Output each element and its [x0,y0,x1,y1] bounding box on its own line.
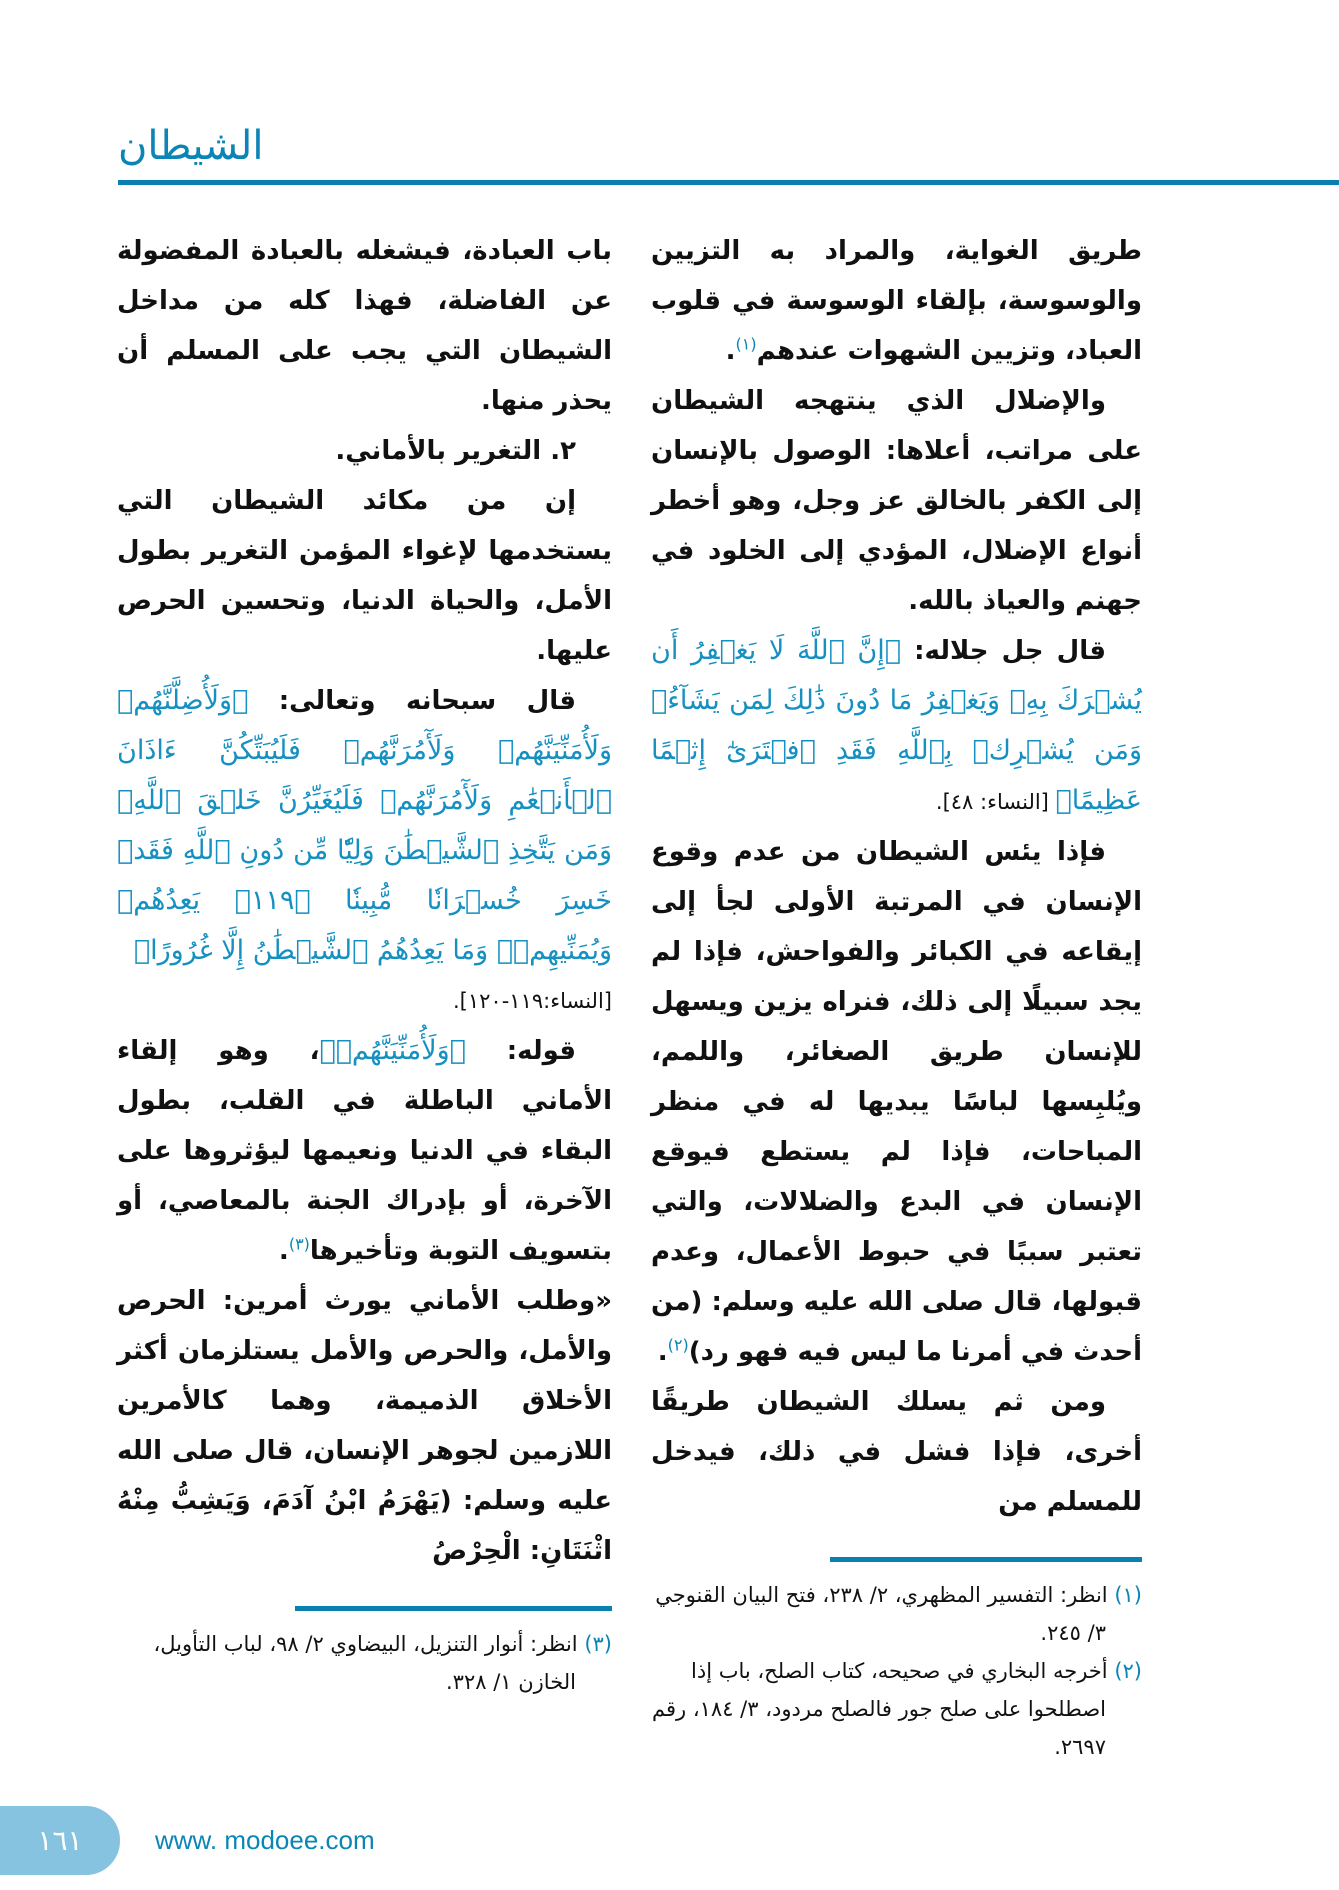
footnote-number: (٢) [1114,1659,1142,1683]
paragraph [651,827,1142,1377]
quran-verse: ﴿وَلَأُضِلَّنَّهُمۡ وَلَأُمَنِّيَنَّهُمۡ وَلَأٓمُرَنَّهُمۡ فَلَيُبَتِّكُنَّ ءَاذَانَ ٱلۡأَنۡعَٰمِ وَلَأٓمُرَنَّهُمۡ فَلَيُغَيِّرُنَّ خَلۡقَ ٱللَّهِۚ وَمَن يَتَّخِذِ ٱلشَّيۡطَٰنَ وَلِيّٗا مِّن دُونِ ٱللَّهِ فَقَدۡ خَسِرَ خُسۡرَانٗا مُّبِينٗا ﴿١١٩﴾ يَعِدُهُمۡ وَيُمَنِّيهِمۡۖ وَمَا يَعِدُهُمُ ٱلشَّيۡطَٰنُ إِلَّا غُرُورًا﴾ [117,685,612,966]
footnote-1 [651,1576,1142,1652]
right-column [651,226,1142,1527]
verse-reference: [النساء:١١٩-١٢٠]. [453,989,612,1013]
footnote-divider [830,1557,1142,1562]
paragraph: باب العبادة، فيشغله بالعبادة المفضولة عن الفاضلة، فهذا كله من مداخل الشيطان التي يجب على المسلم أن يحذر منها. [117,236,612,416]
paragraph-text: قوله: [465,1036,576,1066]
footnotes-left [117,1625,612,1701]
paragraph [651,226,1142,376]
paragraph-text: . [657,1337,668,1367]
page-number-badge: ١٦١ [0,1806,120,1875]
quran-verse: ﴿إِنَّ ٱللَّهَ لَا يَغۡفِرُ أَن يُشۡرَكَ بِهِۦ وَيَغۡفِرُ مَا دُونَ ذَٰلِكَ لِمَن يَشَآءُۚ وَمَن يُشۡرِكۡ بِٱللَّهِ فَقَدِ ٱفۡتَرَىٰٓ إِثۡمًا عَظِيمًا﴾ [651,635,1142,816]
footnote-ref-2[interactable]: (٢) [667,1335,689,1355]
paragraph [651,626,1142,827]
page-header [0,0,1339,186]
page-footer [0,1806,1339,1875]
paragraph-text: قال جل جلاله: [900,636,1106,666]
footnote-text: انظر: التفسير المظهري، ٢/ ٢٣٨، فتح البيان القنوجي ٣/ ٢٤٥. [655,1583,1108,1645]
paragraph-text: طريق الغواية، والمراد به التزيين والوسوسة، بإلقاء الوسوسة في قلوب العباد، وتزيين الشهوات عندهم [651,236,1142,366]
paragraph-text: ، وهو إلقاء الأماني الباطلة في القلب، بطول البقاء في الدنيا ونعيمها ليؤثروها على الآخرة، أو بإدراك الجنة بالمعاصي، أو بتسويف التوبة وتأخيرها [117,1036,612,1266]
paragraph-text: قال سبحانه وتعالى: [248,686,576,716]
hadith-text: (يَهْرَمُ ابْنُ آدَمَ، وَيَشِبُّ مِنْهُ اثْنَتَانِ: الْحِرْصُ [117,1486,612,1566]
paragraph: إن من مكائد الشيطان التي يستخدمها لإغواء المؤمن التغرير بطول الأمل، والحياة الدنيا، وتحسين الحرص عليها. [117,486,612,666]
footnote-text: انظر: أنوار التنزيل، البيضاوي ٢/ ٩٨، لباب التأويل، الخازن ١/ ٣٢٨. [153,1632,578,1694]
verse-reference: [النساء: ٤٨]. [935,790,1056,814]
paragraph-text: «وطلب الأماني يورث أمرين: الحرص والأمل، والحرص والأمل يستلزمان أكثر الأخلاق الذميمة، وهما كالأمرين اللازمين لجوهر الإنسان، قال صلى الله عليه وسلم: [117,1286,612,1516]
footnote-number: (٣) [584,1632,612,1656]
paragraph [117,1276,612,1576]
footnote-2 [651,1652,1142,1766]
footnote-text: أخرجه البخاري في صحيحه، كتاب الصلح، باب إذا اصطلحوا على صلح جور فالصلح مردود، ٣/ ١٨٤، رقم ٢٦٩٧. [652,1659,1108,1759]
quran-verse: ﴿وَلَأُمَنِّيَنَّهُمۡ﴾ [319,1035,466,1066]
footnote-divider [295,1606,612,1611]
paragraph-text: . [725,336,736,366]
footnote-ref-1[interactable]: (١) [735,334,757,354]
paragraph [117,676,612,976]
paragraph: والإضلال الذي ينتهجه الشيطان على مراتب، أعلاها: الوصول بالإنسان إلى الكفر بالخالق عز وجل، وهو أخطر أنواع الإضلال، المؤدي إلى الخلود في جهنم والعياذ بالله. [651,386,1142,616]
section-heading: ٢. التغرير بالأماني. [335,436,576,466]
footnote-3 [117,1625,612,1701]
website-link[interactable]: www. modoee.com [155,1825,375,1855]
footnote-number: (١) [1114,1583,1142,1607]
paragraph: ومن ثم يسلك الشيطان طريقًا أخرى، فإذا فشل في ذلك، فيدخل للمسلم من [651,1387,1142,1517]
header-divider [118,180,1339,185]
left-column-wrap [117,226,612,1701]
right-column-wrap [651,226,1142,1766]
paragraph-text: فإذا يئس الشيطان من عدم وقوع الإنسان في المرتبة الأولى لجأ إلى إيقاعه في الكبائر والفواحش، فإذا لم يجد سبيلًا إلى ذلك، فنراه يزين ويسهل للإنسان طريق الصغائر، واللمم، ويُلبِسها لباسًا يبديها له في منظر المباحات، فإذا لم يستطع فيوقع الإنسان في البدع والضلالات، والتي تعتبر سببًا في حبوط الأعمال، وعدم قبولها، قال صلى الله عليه وسلم: (من أحدث في أمرنا ما ليس فيه فهو رد) [651,837,1142,1367]
paragraph-text: . [278,1236,289,1266]
paragraph [117,1026,612,1276]
footnotes-right [651,1576,1142,1766]
left-column [117,226,612,1576]
columns [0,186,1339,1766]
footnote-ref-3[interactable]: (٣) [288,1234,310,1254]
running-header-title: الشيطان [118,123,264,169]
